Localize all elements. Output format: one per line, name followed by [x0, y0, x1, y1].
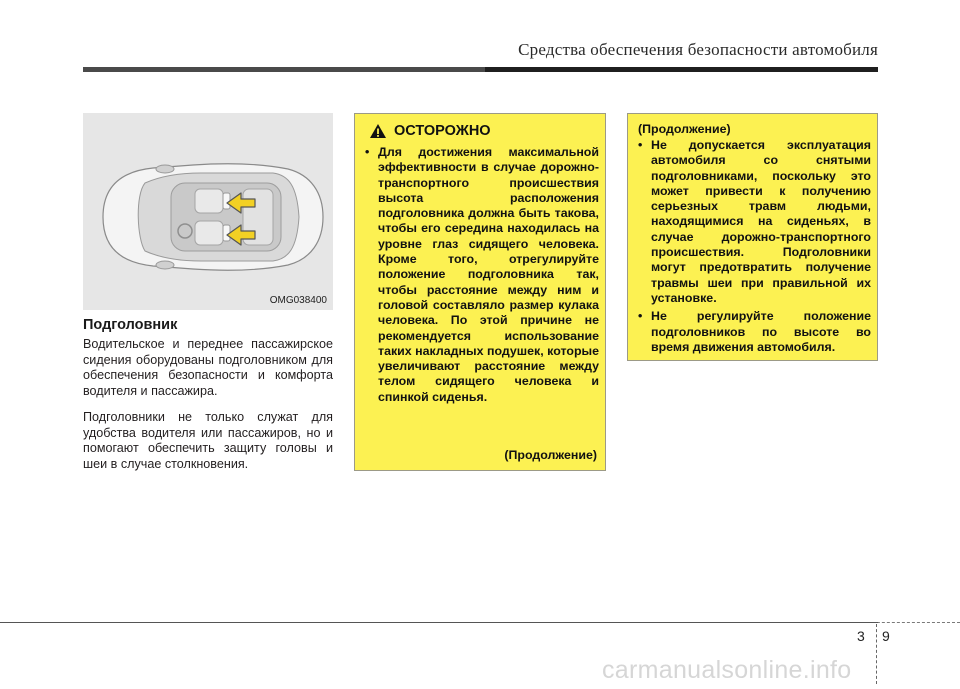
warning-box [354, 113, 606, 471]
watermark: carmanualsonline.info [602, 656, 852, 684]
warning-list [363, 145, 599, 405]
warning-triangle-icon [369, 123, 387, 139]
figure-code: OMG038400 [269, 295, 327, 306]
warning-heading [369, 120, 491, 142]
page-number-separator [876, 624, 878, 684]
footer-rule [0, 622, 878, 623]
continuation-list [636, 138, 871, 358]
headrest-figure [83, 113, 333, 310]
chapter-number: 3 [857, 628, 865, 644]
continuation-box [627, 113, 878, 361]
continued-note: (Продолжение) [504, 448, 597, 462]
body-paragraph-1: Водительское и переднее пассажирское сидения оборудованы подголовником для обеспечения безопасности и комфорта водителя и пассажира. [83, 337, 333, 398]
section-title: Подголовник [83, 317, 178, 333]
header-rule [83, 67, 878, 72]
continuation-heading: (Продолжение) [638, 122, 731, 136]
page-number: 9 [882, 628, 890, 644]
continuation-item-2: • Не регулируйте положение подголовников по высоте во время движения автомобиля. [636, 309, 871, 355]
warning-item: • Для достижения максимальной эффективности в случае дорожно-транспортного происшествия высота расположения подголовника должна быть такова, чтобы его середина находилась на уровне глаз сидящего человека. Кроме того, отрегулируйте положение подголовника так, чтобы расстояние между ним и головой составляло размер кулака человека. По этой причине не рекомендуется использование таких накладных подушек, которые увеличивают расстояние между телом сидящего человека и спинкой сиденья. [363, 145, 599, 405]
body-paragraph-2: Подголовники не только служат для удобства водителя или пассажиров, но и помогают обеспечить защиту головы и шеи в случае столкновения. [83, 410, 333, 471]
continuation-item-1: • Не допускается эксплуатация автомобиля со снятыми подголовниками, поскольку это может привести к получению серьезных травм людьми, находящимися на сиденьях, в случае дорожно-транспортного происшествия. Подголовники могут предотвратить получение травмы шеи при правильной их установке. [636, 138, 871, 306]
car-top-view-icon [83, 113, 333, 310]
page-header-title: Средства обеспечения безопасности автомобиля [518, 40, 878, 59]
warning-label: ОСТОРОЖНО [394, 123, 491, 139]
